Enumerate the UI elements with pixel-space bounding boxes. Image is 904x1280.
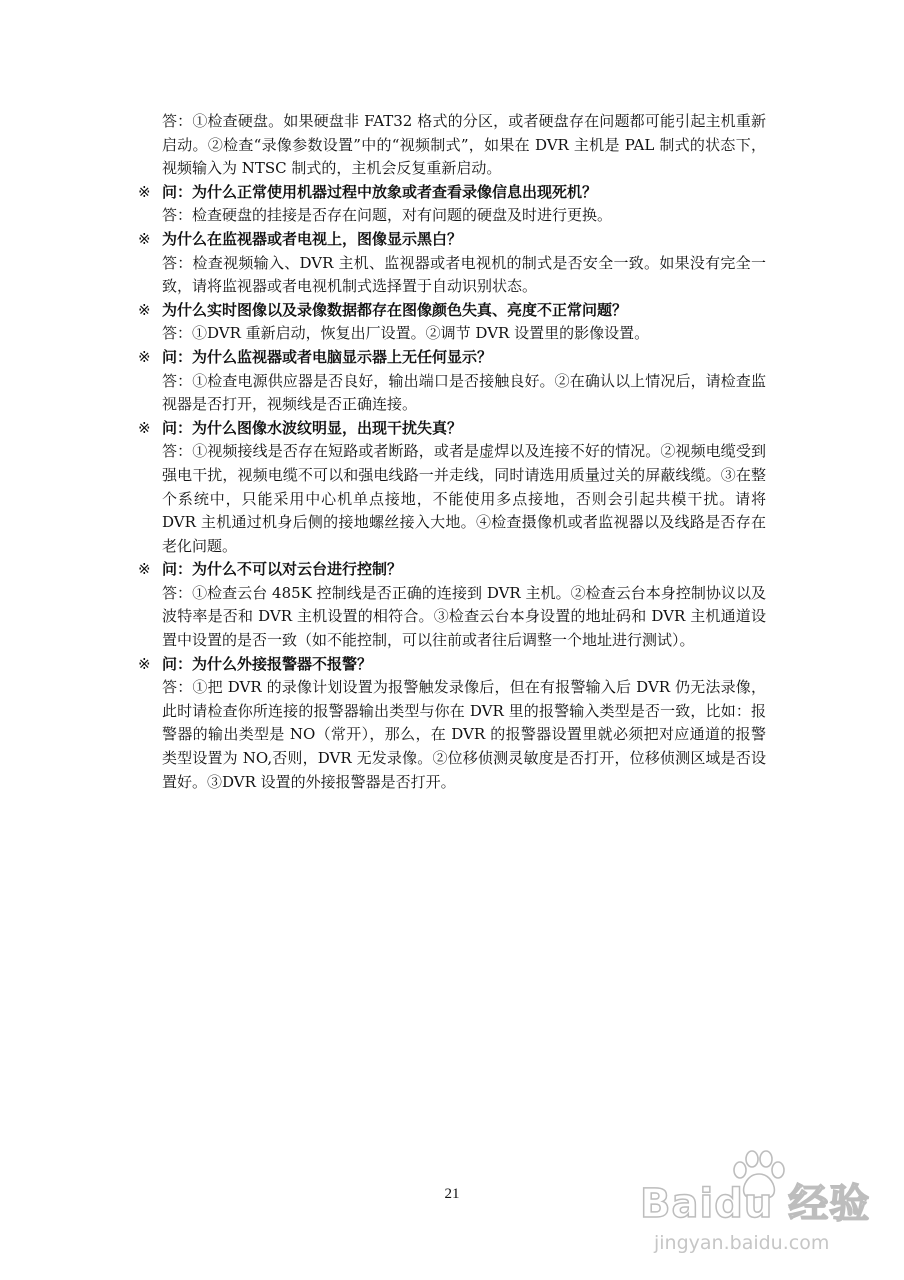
faq-answer: 答：检查硬盘的挂接是否存在问题，对有问题的硬盘及时进行更换。 [162,206,613,225]
faq-entry [138,558,766,652]
faq-entry [138,346,766,417]
reference-mark: ※ [138,418,151,437]
reference-mark: ※ [138,560,151,579]
faq-answer: 答：①DVR 重新启动，恢复出厂设置。②调节 DVR 设置里的影像设置。 [162,324,650,343]
faq-question [138,299,766,323]
faq-question-text: 问：为什么不可以对云台进行控制？ [162,560,403,579]
faq-answer: 答：检查视频输入、DVR 主机、监视器或者电视机的制式是否安全一致。如果没有完全一致，请将监视器或者电视机制式选择置于自动识别状态。 [162,253,766,296]
faq-question [138,558,766,582]
faq-entry [138,110,766,181]
faq-question [138,181,766,205]
faq-entry [138,653,766,795]
faq-entry [138,181,766,228]
watermark-url: jingyan.baidu.com [654,1232,830,1254]
baidu-jingyan-watermark [640,1150,880,1270]
page-number: 21 [444,1186,460,1202]
faq-entry [138,228,766,299]
reference-mark: ※ [138,229,151,248]
faq-question [138,417,766,441]
faq-question-text: 问：为什么正常使用机器过程中放象或者查看录像信息出现死机？ [162,182,598,201]
reference-mark: ※ [138,182,151,201]
reference-mark: ※ [138,300,151,319]
faq-entry [138,417,766,559]
faq-question [138,228,766,252]
faq-question-text: 问：为什么外接报警器不报警？ [162,654,373,673]
reference-mark: ※ [138,347,151,366]
faq-answer: 答：①检查硬盘。如果硬盘非 FAT32 格式的分区，或者硬盘存在问题都可能引起主机重新启动。②检查“录像参数设置”中的“视频制式”，如果在 DVR 主机是 PAL 制式的状态下，视频输入为 NTSC 制式的，主机会反复重新启动。 [162,112,766,178]
faq-answer: 答：①把 DVR 的录像计划设置为报警触发录像后，但在有报警输入后 DVR 仍无法录像，此时请检查你所连接的报警器输出类型与你在 DVR 里的报警输入类型是否一致，比如：报警器的输出类型是 NO（常开），那么，在 DVR 的报警器设置里就必须把对应通道的报警类型设置为 NO,否则，DVR 无发录像。②位移侦测灵敏度是否打开，位移侦测区域是否设置好。③DVR 设置的外接报警器是否打开。 [162,678,766,791]
faq-question [138,346,766,370]
faq-question-text: 问：为什么图像水波纹明显，出现干扰失真？ [162,418,463,437]
faq-question-text: 问：为什么监视器或者电脑显示器上无任何显示？ [162,347,493,366]
faq-question [138,653,766,677]
faq-question-text: 为什么在监视器或者电视上，图像显示黑白？ [162,229,463,248]
faq-content [138,110,766,794]
faq-entry [138,299,766,346]
faq-answer: 答：①检查电源供应器是否良好，输出端口是否接触良好。②在确认以上情况后，请检查监视器是否打开，视频线是否正确连接。 [162,371,766,414]
watermark-brand: Baidu 经验 [640,1181,871,1227]
faq-answer: 答：①检查云台 485K 控制线是否正确的连接到 DVR 主机。②检查云台本身控制协议以及波特率是否和 DVR 主机设置的相符合。③检查云台本身设置的地址码和 DVR 主机通道设置中设置的是否一致（如不能控制，可以往前或者往后调整一个地址进行测试）。 [162,583,766,650]
faq-answer: 答：①视频接线是否存在短路或者断路，或者是虚焊以及连接不好的情况。②视频电缆受到强电干扰，视频电缆不可以和强电线路一并走线，同时请选用质量过关的屏蔽线缆。③在整个系统中，只能采用中心机单点接地，不能使用多点接地，否则会引起共模干扰。请将 DVR 主机通过机身后侧的接地螺丝接入大地。④检查摄像机或者监视器以及线路是否存在老化问题。 [162,442,766,555]
faq-question-text: 为什么实时图像以及录像数据都存在图像颜色失真、亮度不正常问题？ [162,300,628,319]
reference-mark: ※ [138,654,151,673]
